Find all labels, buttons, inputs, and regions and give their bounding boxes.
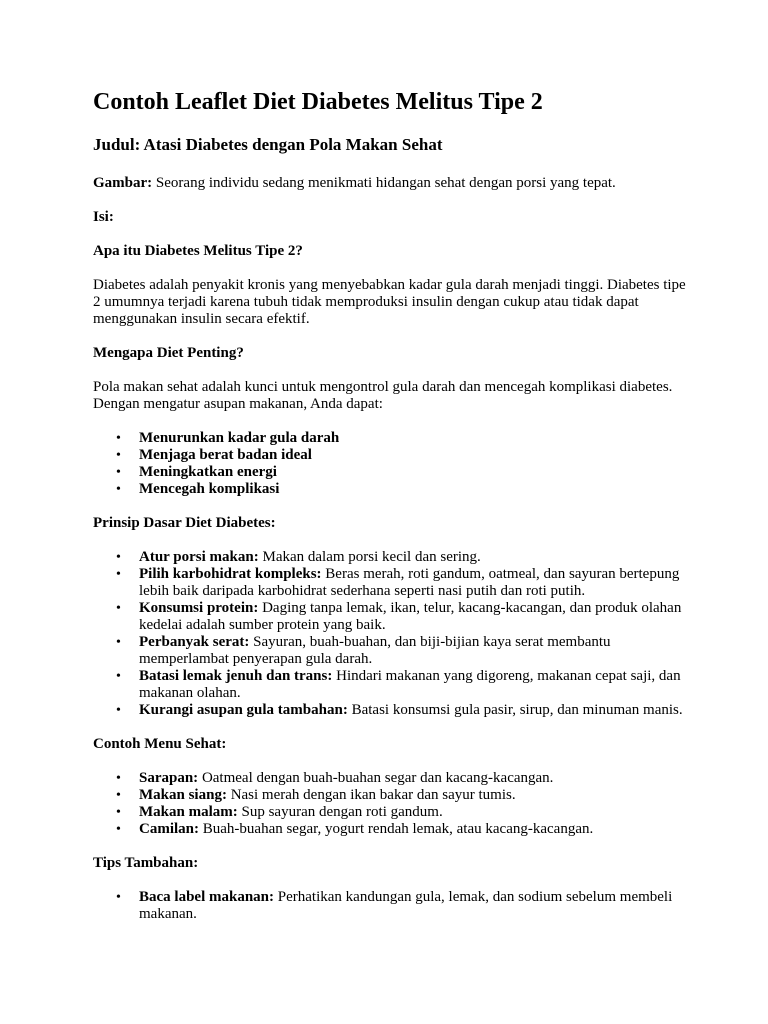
gambar-paragraph xyxy=(93,175,693,192)
list-item xyxy=(139,600,693,634)
item-text: Daging tanpa lemak, ikan, telur, kacang-kacangan, dan produk olahan kedelai adalah sumber protein yang baik. xyxy=(139,600,682,633)
item-label: Batasi lemak jenuh dan trans: xyxy=(139,668,333,684)
tips-list xyxy=(93,889,693,923)
item-text: Batasi konsumsi gula pasir, sirup, dan minuman manis. xyxy=(347,702,683,718)
item-label: Kurangi asupan gula tambahan: xyxy=(139,702,348,718)
section-text-why-diet: Pola makan sehat adalah kunci untuk mengontrol gula darah dan mencegah komplikasi diabetes. Dengan mengatur asupan makanan, Anda dapat: xyxy=(93,379,673,412)
item-text: Hindari makanan yang digoreng, makanan cepat saji, dan makanan olahan. xyxy=(139,668,681,701)
item-text: Sayuran, buah-buahan, dan biji-bijian kaya serat membantu memperlambat penyerapan gula darah. xyxy=(139,634,611,667)
list-item xyxy=(139,821,693,838)
benefit-text: Menjaga berat badan ideal xyxy=(139,447,312,463)
list-item xyxy=(139,464,693,481)
list-item xyxy=(139,447,693,464)
item-text: Makan dalam porsi kecil dan sering. xyxy=(258,549,481,565)
list-item xyxy=(139,549,693,566)
item-text: Buah-buahan segar, yogurt rendah lemak, atau kacang-kacangan. xyxy=(199,821,594,837)
section-heading-principles: Prinsip Dasar Diet Diabetes: xyxy=(93,515,276,531)
document-content xyxy=(93,88,693,923)
item-text: Beras merah, roti gandum, oatmeal, dan sayuran bertepung lebih baik daripada karbohidrat sederhana seperti nasi putih dan roti putih. xyxy=(139,566,680,599)
section-text-what-is: Diabetes adalah penyakit kronis yang menyebabkan kadar gula darah menjadi tinggi. Diabetes tipe 2 umumnya terjadi karena tubuh tidak memproduksi insulin dengan cukup atau tidak dapat menggunakan insulin secara efektif. xyxy=(93,277,686,327)
menu-list xyxy=(93,770,693,838)
item-text: Perhatikan kandungan gula, lemak, dan sodium sebelum membeli makanan. xyxy=(139,889,673,922)
list-item xyxy=(139,566,693,600)
list-item xyxy=(139,668,693,702)
item-text: Oatmeal dengan buah-buahan segar dan kacang-kacangan. xyxy=(198,770,554,786)
section-heading-tips: Tips Tambahan: xyxy=(93,855,199,871)
item-text: Sup sayuran dengan roti gandum. xyxy=(237,804,443,820)
section-heading-menu: Contoh Menu Sehat: xyxy=(93,736,227,752)
list-item xyxy=(139,787,693,804)
item-label: Konsumsi protein: xyxy=(139,600,259,616)
section-heading-why-diet: Mengapa Diet Penting? xyxy=(93,345,244,361)
item-label: Makan malam: xyxy=(139,804,238,820)
list-item xyxy=(139,430,693,447)
gambar-text: Seorang individu sedang menikmati hidangan sehat dengan porsi yang tepat. xyxy=(152,175,616,191)
item-label: Makan siang: xyxy=(139,787,227,803)
isi-label: Isi: xyxy=(93,209,114,225)
benefit-text: Menurunkan kadar gula darah xyxy=(139,430,340,446)
item-label: Camilan: xyxy=(139,821,199,837)
item-label: Atur porsi makan: xyxy=(139,549,259,565)
list-item xyxy=(139,770,693,787)
document-subtitle: Judul: Atasi Diabetes dengan Pola Makan Sehat xyxy=(93,135,443,154)
benefits-list xyxy=(93,430,693,498)
gambar-label: Gambar: xyxy=(93,175,153,191)
item-label: Baca label makanan: xyxy=(139,889,275,905)
item-text: Nasi merah dengan ikan bakar dan sayur tumis. xyxy=(226,787,516,803)
item-label: Pilih karbohidrat kompleks: xyxy=(139,566,322,582)
list-item xyxy=(139,889,693,923)
item-label: Sarapan: xyxy=(139,770,199,786)
item-label: Perbanyak serat: xyxy=(139,634,250,650)
list-item xyxy=(139,634,693,668)
list-item xyxy=(139,481,693,498)
benefit-text: Meningkatkan energi xyxy=(139,464,277,480)
list-item xyxy=(139,702,693,719)
benefit-text: Mencegah komplikasi xyxy=(139,481,280,497)
principles-list xyxy=(93,549,693,719)
list-item xyxy=(139,804,693,821)
document-title: Contoh Leaflet Diet Diabetes Melitus Tipe 2 xyxy=(93,89,543,115)
section-heading-what-is: Apa itu Diabetes Melitus Tipe 2? xyxy=(93,243,303,259)
